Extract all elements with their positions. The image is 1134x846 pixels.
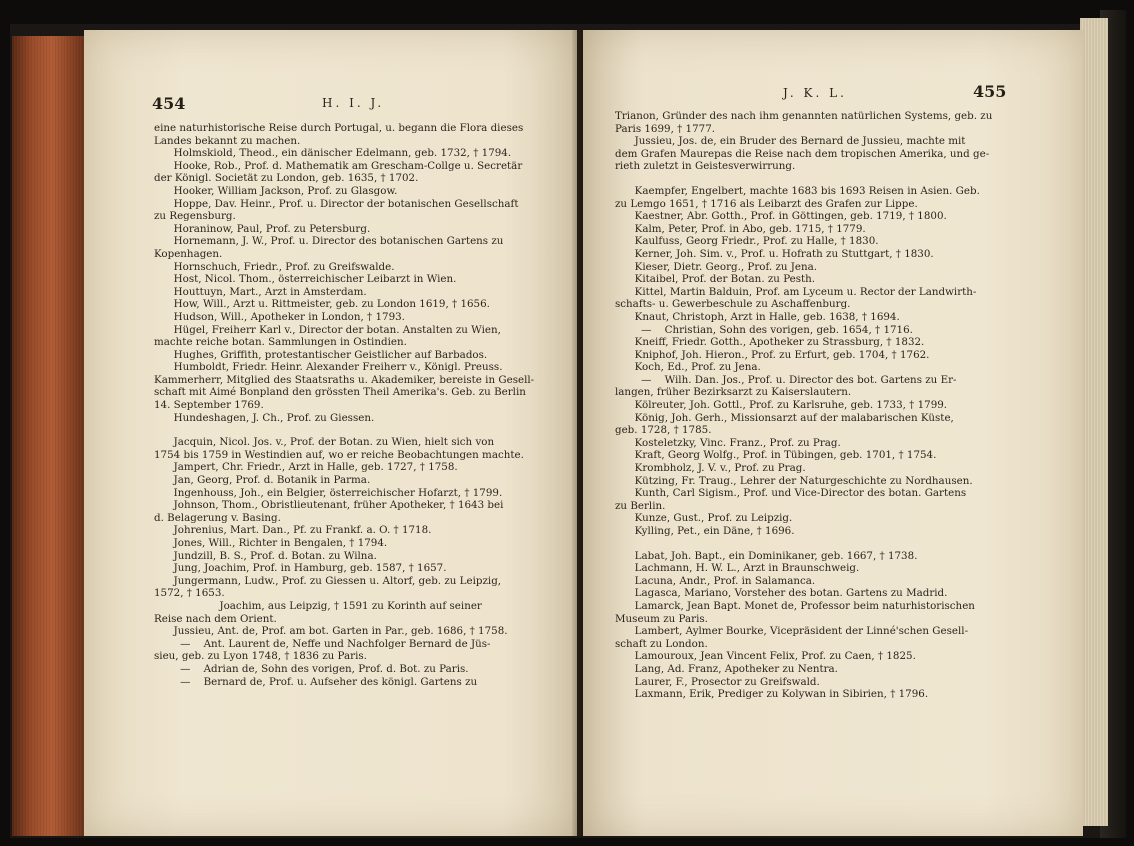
text-line: Kosteletzky, Vinc. Franz., Prof. zu Prag. [615,436,841,449]
text-line: sieu, geb. zu Lyon 1748, † 1836 zu Paris. [154,650,367,663]
text-line: Lagasca, Mariano, Vorsteher des botan. Gartens zu Madrid. [615,587,948,600]
text-line: Trianon, Gründer des nach ihm genannten natürlichen Systems, geb. zu [615,110,993,122]
running-head-right: J. K. L. [783,86,847,100]
text-line: — Christian, Sohn des vorigen, geb. 1654, † 1716. [615,323,913,336]
text-line: Kitaibel, Prof. der Botan. zu Pesth. [615,273,816,286]
text-line: Koch, Ed., Prof. zu Jena. [615,361,761,374]
text-line: Jungermann, Ludw., Prof. zu Giessen u. Altorf, geb. zu Leipzig, [154,574,502,587]
text-line: Hooke, Rob., Prof. d. Mathematik am Grescham-Collge u. Secretär [154,159,523,172]
text-line: Hudson, Will., Apotheker in London, † 1793. [154,310,405,323]
text-line: How, Will., Arzt u. Rittmeister, geb. zu London 1619, † 1656. [154,298,490,311]
text-line [615,538,1045,550]
text-line: Humboldt, Friedr. Heinr. Alexander Freiherr v., Königl. Preuss. [154,361,503,374]
text-line: Kaestner, Abr. Gotth., Prof. in Göttingen, geb. 1719, † 1800. [615,210,947,223]
text-line: Hughes, Griffith, protestantischer Geistlicher auf Barbados. [154,348,488,361]
text-line: 1572, † 1653. [154,587,225,600]
left-page-text [154,122,564,688]
text-line: zu Lemgo 1651, † 1716 als Leibarzt des Grafen zur Lippe. [615,197,918,210]
text-line: Ingenhouss, Joh., ein Belgier, österreichischer Hofarzt, † 1799. [154,486,503,499]
text-line: — Wilh. Dan. Jos., Prof. u. Director des bot. Gartens zu Er- [615,373,957,386]
text-line: Jones, Will., Richter in Bengalen, † 1794. [154,537,388,549]
text-line: Hoppe, Dav. Heinr., Prof. u. Director der botanischen Gesellschaft [154,197,519,210]
text-line: Jampert, Chr. Friedr., Arzt in Halle, geb. 1727, † 1758. [154,461,458,474]
text-line: schaft mit Aimé Bonpland den grössten Theil Amerika's. Geb. zu Berlin [154,386,526,399]
text-line: geb. 1728, † 1785. [615,424,712,437]
text-line: Reise nach dem Orient. [154,612,277,625]
text-line: Holmskiold, Theod., ein dänischer Edelmann, geb. 1732, † 1794. [154,147,512,160]
text-line: d. Belagerung v. Basing. [154,511,281,524]
text-line: Jundzill, B. S., Prof. d. Botan. zu Wilna. [154,549,377,562]
text-line: schaft zu London. [615,637,708,650]
text-line: Hooker, William Jackson, Prof. zu Glasgow. [154,184,398,197]
text-line [154,424,564,436]
text-line: Kittel, Martin Balduin, Prof. am Lyceum u. Rector der Landwirth- [615,285,977,298]
page-number-right: 455 [973,82,1007,101]
text-line: Labat, Joh. Bapt., ein Dominikaner, geb. 1667, † 1738. [615,549,918,562]
text-line: der Königl. Societät zu London, geb. 1635, † 1702. [154,172,419,185]
page-number-left: 454 [152,94,186,113]
text-line: langen, früher Bezirksarzt zu Kaiserslautern. [615,386,852,399]
text-line: machte reiche botan. Sammlungen in Ostindien. [154,336,407,349]
text-line: Jan, Georg, Prof. d. Botanik in Parma. [154,474,371,487]
text-line: Kaulfuss, Georg Friedr., Prof. zu Halle, † 1830. [615,235,879,248]
text-line: 1754 bis 1759 in Westindien auf, wo er reiche Beobachtungen machte. [154,448,524,461]
text-line: Kalm, Peter, Prof. in Abo, geb. 1715, † 1779. [615,222,866,235]
text-line: Hornemann, J. W., Prof. u. Director des botanischen Gartens zu [154,235,504,248]
text-line: Hügel, Freiherr Karl v., Director der botan. Anstalten zu Wien, [154,323,501,336]
right-page-text [615,110,1045,701]
text-line: Kammerherr, Mitglied des Staatsraths u. Akademiker, bereiste in Gesell- [154,373,535,386]
text-line: rieth zuletzt in Geistesverwirrung. [615,160,796,173]
text-line: Jussieu, Jos. de, ein Bruder des Bernard de Jussieu, machte mit [615,135,966,148]
text-line: Jussieu, Ant. de, Prof. am bot. Garten in Par., geb. 1686, † 1758. [154,625,508,638]
text-line: dem Grafen Maurepas die Reise nach dem tropischen Amerika, und ge- [615,147,990,160]
text-line: Hundeshagen, J. Ch., Prof. zu Giessen. [154,411,375,424]
text-line: — Ant. Laurent de, Neffe und Nachfolger Bernard de Jüs- [154,637,491,650]
text-line: Kützing, Fr. Traug., Lehrer der Naturgeschichte zu Nordhausen. [615,474,973,487]
text-line: Kerner, Joh. Sim. v., Prof. u. Hofrath zu Stuttgart, † 1830. [615,247,934,260]
text-line: Johrenius, Mart. Dan., Pf. zu Frankf. a. O. † 1718. [154,524,432,537]
running-head-left: H. I. J. [322,96,385,110]
text-line: — Bernard de, Prof. u. Aufseher des königl. Gartens zu [154,675,478,688]
text-line: Host, Nicol. Thom., österreichischer Leibarzt in Wien. [154,273,457,286]
text-line: Museum zu Paris. [615,612,708,625]
text-line: Joachim, aus Leipzig, † 1591 zu Korinth auf seiner [154,599,482,612]
text-line: Jung, Joachim, Prof. in Hamburg, geb. 1587, † 1657. [154,562,447,575]
text-line: Jacquin, Nicol. Jos. v., Prof. der Botan. zu Wien, hielt sich von [154,436,495,449]
text-line: Johnson, Thom., Obristlieutenant, früher Apotheker, † 1643 bei [154,499,504,512]
text-line: Kaempfer, Engelbert, machte 1683 bis 1693 Reisen in Asien. Geb. [615,184,980,197]
text-line: Krombholz, J. V. v., Prof. zu Prag. [615,462,806,475]
right-page [583,30,1083,836]
text-line: Kunze, Gust., Prof. zu Leipzig. [615,512,793,525]
text-line: König, Joh. Gerh., Missionsarzt auf der malabarischen Küste, [615,411,954,424]
text-line: Hornschuch, Friedr., Prof. zu Greifswalde. [154,260,395,273]
text-line: schafts- u. Gewerbeschule zu Aschaffenburg. [615,298,851,311]
text-line: Landes bekannt zu machen. [154,134,301,147]
text-line: Horaninow, Paul, Prof. zu Petersburg. [154,222,371,235]
text-line: Knaut, Christoph, Arzt in Halle, geb. 1638, † 1694. [615,310,900,323]
text-line: Lamarck, Jean Bapt. Monet de, Professor beim naturhistorischen [615,599,975,612]
right-page-edges [1080,18,1108,826]
text-line: Houttuyn, Mart., Arzt in Amsterdam. [154,285,367,298]
text-line: Kraft, Georg Wolfg., Prof. in Tübingen, geb. 1701, † 1754. [615,449,937,462]
text-line: Kylling, Pet., ein Däne, † 1696. [615,525,795,537]
text-line: Lang, Ad. Franz, Apotheker zu Nentra. [615,662,838,675]
text-line: zu Regensburg. [154,210,236,223]
text-line: Kniphof, Joh. Hieron., Prof. zu Erfurt, geb. 1704, † 1762. [615,348,930,361]
text-line: Paris 1699, † 1777. [615,122,716,135]
text-line: Lachmann, H. W. L., Arzt in Braunschweig. [615,562,860,575]
text-line: Lamouroux, Jean Vincent Felix, Prof. zu Caen, † 1825. [615,650,916,663]
text-line [615,173,1045,185]
text-line: Kieser, Dietr. Georg., Prof. zu Jena. [615,260,818,273]
text-line: Laxmann, Erik, Prediger zu Kolywan in Sibirien, † 1796. [615,688,929,701]
text-line: 14. September 1769. [154,399,264,412]
text-line: Laurer, F., Prosector zu Greifswald. [615,675,820,688]
text-line: eine naturhistorische Reise durch Portugal, u. begann die Flora dieses [154,122,524,134]
text-line: Lambert, Aylmer Bourke, Vicepräsident der Linné'schen Gesell- [615,625,969,638]
left-page-edges [12,36,92,836]
text-line: Kölreuter, Joh. Gottl., Prof. zu Karlsruhe, geb. 1733, † 1799. [615,399,948,412]
text-line: — Adrian de, Sohn des vorigen, Prof. d. Bot. zu Paris. [154,662,469,675]
text-line: Lacuna, Andr., Prof. in Salamanca. [615,574,816,587]
text-line: Kneiff, Friedr. Gotth., Apotheker zu Strassburg, † 1832. [615,336,925,349]
text-line: zu Berlin. [615,499,666,512]
left-page [84,30,577,836]
text-line: Kopenhagen. [154,247,223,260]
text-line: Kunth, Carl Sigism., Prof. und Vice-Director des botan. Gartens [615,487,967,500]
